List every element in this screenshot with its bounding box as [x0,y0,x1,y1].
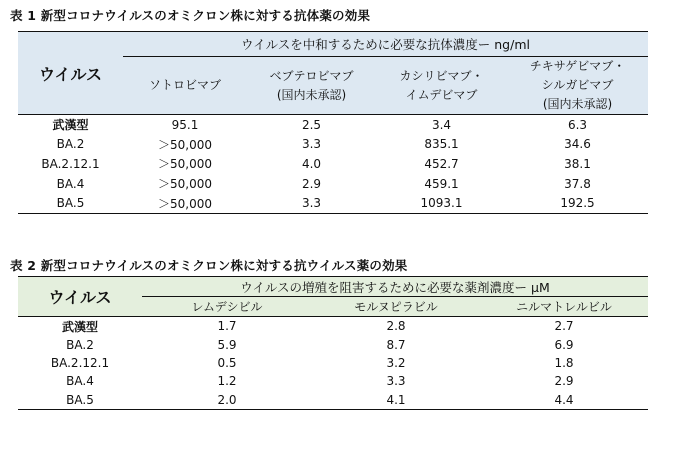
column-header: レムデシビル [142,297,312,317]
virus-cell: BA.2 [66,337,94,352]
antiviral-table [18,276,648,410]
table-row [18,174,648,194]
value-cell: 3.3 [301,137,322,152]
column-header: モルヌピラビル [312,297,480,317]
value-cell: 3.4 [431,117,452,132]
value-cell: 38.1 [564,156,591,171]
column-header: チキサゲビマブ・ シルガビマブ (国内未承認) [507,57,648,115]
table-row [18,354,648,372]
value-cell: 2.8 [386,319,406,334]
virus-cell: BA.2 [56,137,85,152]
row-header: ウイルス [18,277,142,317]
antibody-table [18,31,648,214]
value-cell: 459.1 [424,176,459,191]
virus-cell: BA.2.12.1 [50,355,110,370]
value-cell: 2.5 [301,117,322,132]
value-cell: ＞50,000 [158,157,212,172]
virus-cell: BA.4 [56,176,85,191]
table-row [18,317,648,336]
column-header: ソトロビマブ [123,57,247,115]
virus-cell: 武漢型 [61,319,98,334]
virus-cell: 武漢型 [52,118,89,133]
table-row [18,372,648,390]
value-cell: 2.7 [554,319,574,334]
value-cell: 3.3 [386,374,406,389]
value-cell: 2.9 [554,374,574,389]
table-row [18,135,648,155]
value-cell: 0.5 [217,355,237,370]
virus-cell: BA.5 [18,193,123,213]
column-header: ニルマトレルビル [480,297,648,317]
value-cell: 8.7 [386,337,406,352]
value-cell: ＞50,000 [158,177,212,192]
value-cell: 192.5 [507,193,648,213]
table-row [18,193,648,213]
column-header: カシリビマブ・ イムデビマブ [376,57,507,115]
value-cell: ＞50,000 [158,137,212,152]
value-cell: 4.0 [301,156,322,171]
table-row [18,335,648,353]
virus-cell: BA.4 [66,374,94,389]
virus-cell: BA.5 [18,391,142,410]
table1-caption: 表 1 新型コロナウイルスのオミクロン株に対する抗体薬の効果 [10,8,371,23]
value-cell: 1.2 [217,374,237,389]
value-cell: 1093.1 [376,193,507,213]
group-header: ウイルスの増殖を阻害するために必要な薬剤濃度ー μM [142,277,648,297]
table-row [18,391,648,410]
value-cell: 1.8 [554,355,574,370]
table-row [18,115,648,135]
value-cell: 3.2 [386,355,406,370]
value-cell: 2.9 [301,176,322,191]
value-cell: 452.7 [424,156,459,171]
value-cell: 835.1 [424,137,459,152]
value-cell: 6.3 [567,117,588,132]
value-cell: 2.0 [142,391,312,410]
table-row [18,154,648,174]
value-cell: 37.8 [564,176,591,191]
virus-cell: BA.2.12.1 [41,156,100,171]
value-cell: 3.3 [247,193,376,213]
value-cell: 5.9 [217,337,237,352]
value-cell: 1.7 [217,319,237,334]
value-cell: 34.6 [564,137,591,152]
value-cell: 95.1 [171,117,199,132]
value-cell: 6.9 [554,337,574,352]
group-header: ウイルスを中和するために必要な抗体濃度ー ng/ml [123,32,648,57]
table2-caption: 表 2 新型コロナウイルスのオミクロン株に対する抗ウイルス薬の効果 [10,258,408,273]
value-cell: 4.4 [480,391,648,410]
column-header: ベブテロビマブ (国内未承認) [247,57,376,115]
row-header: ウイルス [18,32,123,115]
value-cell: ＞50,000 [123,193,247,213]
value-cell: 4.1 [312,391,480,410]
